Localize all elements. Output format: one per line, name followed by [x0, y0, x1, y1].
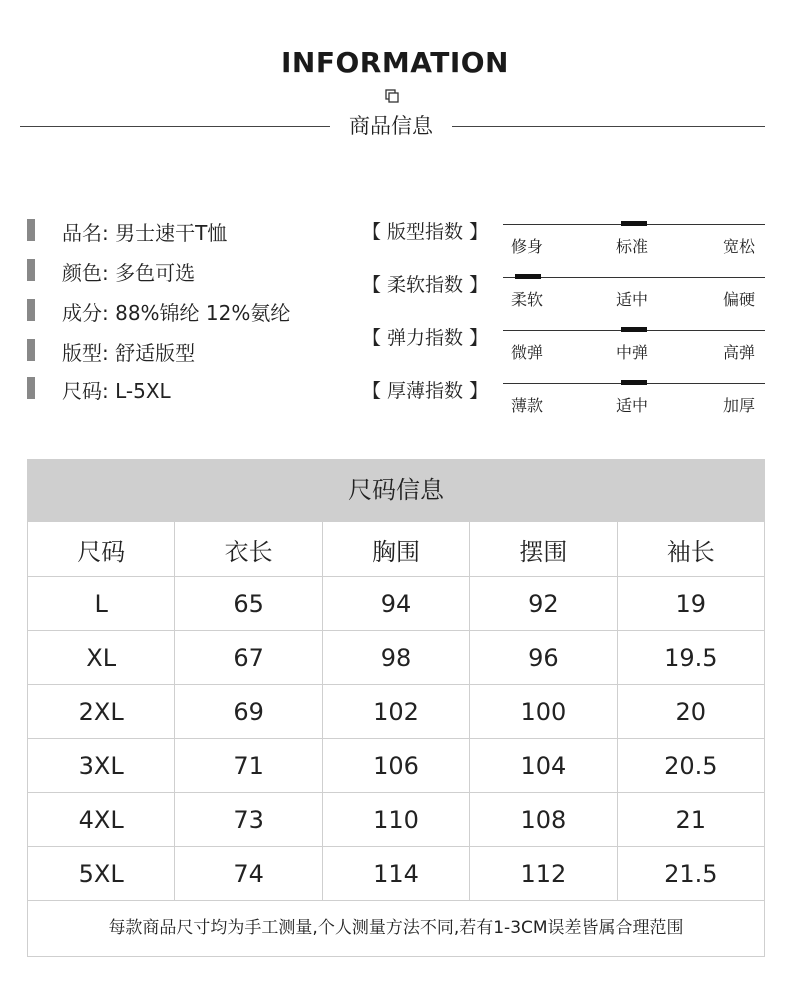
table-cell: 4XL — [28, 793, 175, 847]
attribute-text: 品名: 男士速干T恤 — [62, 221, 228, 245]
table-row — [28, 577, 765, 631]
scale-option-low: 修身 — [511, 237, 544, 256]
column-header: 胸围 — [322, 522, 469, 577]
scale-option-high: 加厚 — [723, 396, 756, 415]
index-scale — [503, 224, 765, 260]
table-cell: XL — [28, 631, 175, 685]
table-cell: 69 — [175, 685, 322, 739]
table-cell: 102 — [322, 685, 469, 739]
scale-marker — [515, 274, 541, 279]
table-cell: 110 — [322, 793, 469, 847]
scale-option-high: 高弹 — [723, 343, 756, 362]
table-cell: 21.5 — [617, 847, 764, 901]
table-header-row — [28, 522, 765, 577]
table-cell: 2XL — [28, 685, 175, 739]
table-cell: 3XL — [28, 739, 175, 793]
index-scale — [503, 277, 765, 313]
table-cell: 20 — [617, 685, 764, 739]
table-cell: 106 — [322, 739, 469, 793]
table-row — [28, 631, 765, 685]
column-header: 尺码 — [28, 522, 175, 577]
divider-line-right — [452, 126, 765, 127]
table-cell: 73 — [175, 793, 322, 847]
bullet-bar — [27, 219, 35, 241]
bullet-bar — [27, 339, 35, 361]
table-cell: 65 — [175, 577, 322, 631]
page-title: INFORMATION — [281, 46, 509, 79]
scale-option-low: 柔软 — [511, 290, 544, 309]
table-cell: 94 — [322, 577, 469, 631]
attribute-text: 成分: 88%锦纶 12%氨纶 — [62, 301, 291, 325]
scale-option-mid: 标准 — [616, 237, 649, 256]
table-cell: 74 — [175, 847, 322, 901]
table-cell: 21 — [617, 793, 764, 847]
table-cell: 92 — [470, 577, 617, 631]
attribute-text: 尺码: L-5XL — [62, 379, 171, 403]
attribute-text: 颜色: 多色可选 — [62, 261, 196, 285]
column-header: 袖长 — [617, 522, 764, 577]
bullet-bar — [27, 377, 35, 399]
section-divider — [20, 110, 765, 140]
copy-icon — [384, 88, 400, 104]
bullet-bar — [27, 259, 35, 281]
scale-option-high: 宽松 — [723, 237, 756, 256]
table-cell: 114 — [322, 847, 469, 901]
table-cell: 98 — [322, 631, 469, 685]
scale-option-mid: 适中 — [616, 290, 649, 309]
scale-marker — [621, 327, 647, 332]
table-cell: 67 — [175, 631, 322, 685]
scale-option-low: 微弹 — [511, 343, 544, 362]
table-row — [28, 793, 765, 847]
measurement-note: 每款商品尺寸均为手工测量,个人测量方法不同,若有1-3CM误差皆属合理范围 — [27, 901, 765, 957]
table-cell: 19.5 — [617, 631, 764, 685]
table-cell: 108 — [470, 793, 617, 847]
scale-option-high: 偏硬 — [723, 290, 756, 309]
index-label: 【 弹力指数 】 — [362, 327, 489, 349]
size-table-title: 尺码信息 — [27, 459, 765, 521]
table-cell: 19 — [617, 577, 764, 631]
size-table-grid — [27, 521, 765, 901]
table-cell: 104 — [470, 739, 617, 793]
table-cell: 96 — [470, 631, 617, 685]
scale-option-mid: 中弹 — [616, 343, 649, 362]
attribute-text: 版型: 舒适版型 — [62, 341, 196, 365]
table-row — [28, 739, 765, 793]
scale-option-low: 薄款 — [511, 396, 544, 415]
index-scale — [503, 383, 765, 419]
table-row — [28, 847, 765, 901]
index-label: 【 版型指数 】 — [362, 221, 489, 243]
section-subtitle: 商品信息 — [349, 114, 433, 138]
table-cell: 71 — [175, 739, 322, 793]
scale-option-mid: 适中 — [616, 396, 649, 415]
size-table — [27, 459, 765, 957]
table-cell: 100 — [470, 685, 617, 739]
column-header: 衣长 — [175, 522, 322, 577]
index-label: 【 厚薄指数 】 — [362, 380, 489, 402]
table-cell: 20.5 — [617, 739, 764, 793]
column-header: 摆围 — [470, 522, 617, 577]
table-cell: 112 — [470, 847, 617, 901]
scale-line — [503, 277, 765, 278]
scale-marker — [621, 380, 647, 385]
scale-marker — [621, 221, 647, 226]
divider-line-left — [20, 126, 330, 127]
bullet-bar — [27, 299, 35, 321]
index-label: 【 柔软指数 】 — [362, 274, 489, 296]
index-scale — [503, 330, 765, 366]
table-cell: 5XL — [28, 847, 175, 901]
table-cell: L — [28, 577, 175, 631]
table-row — [28, 685, 765, 739]
